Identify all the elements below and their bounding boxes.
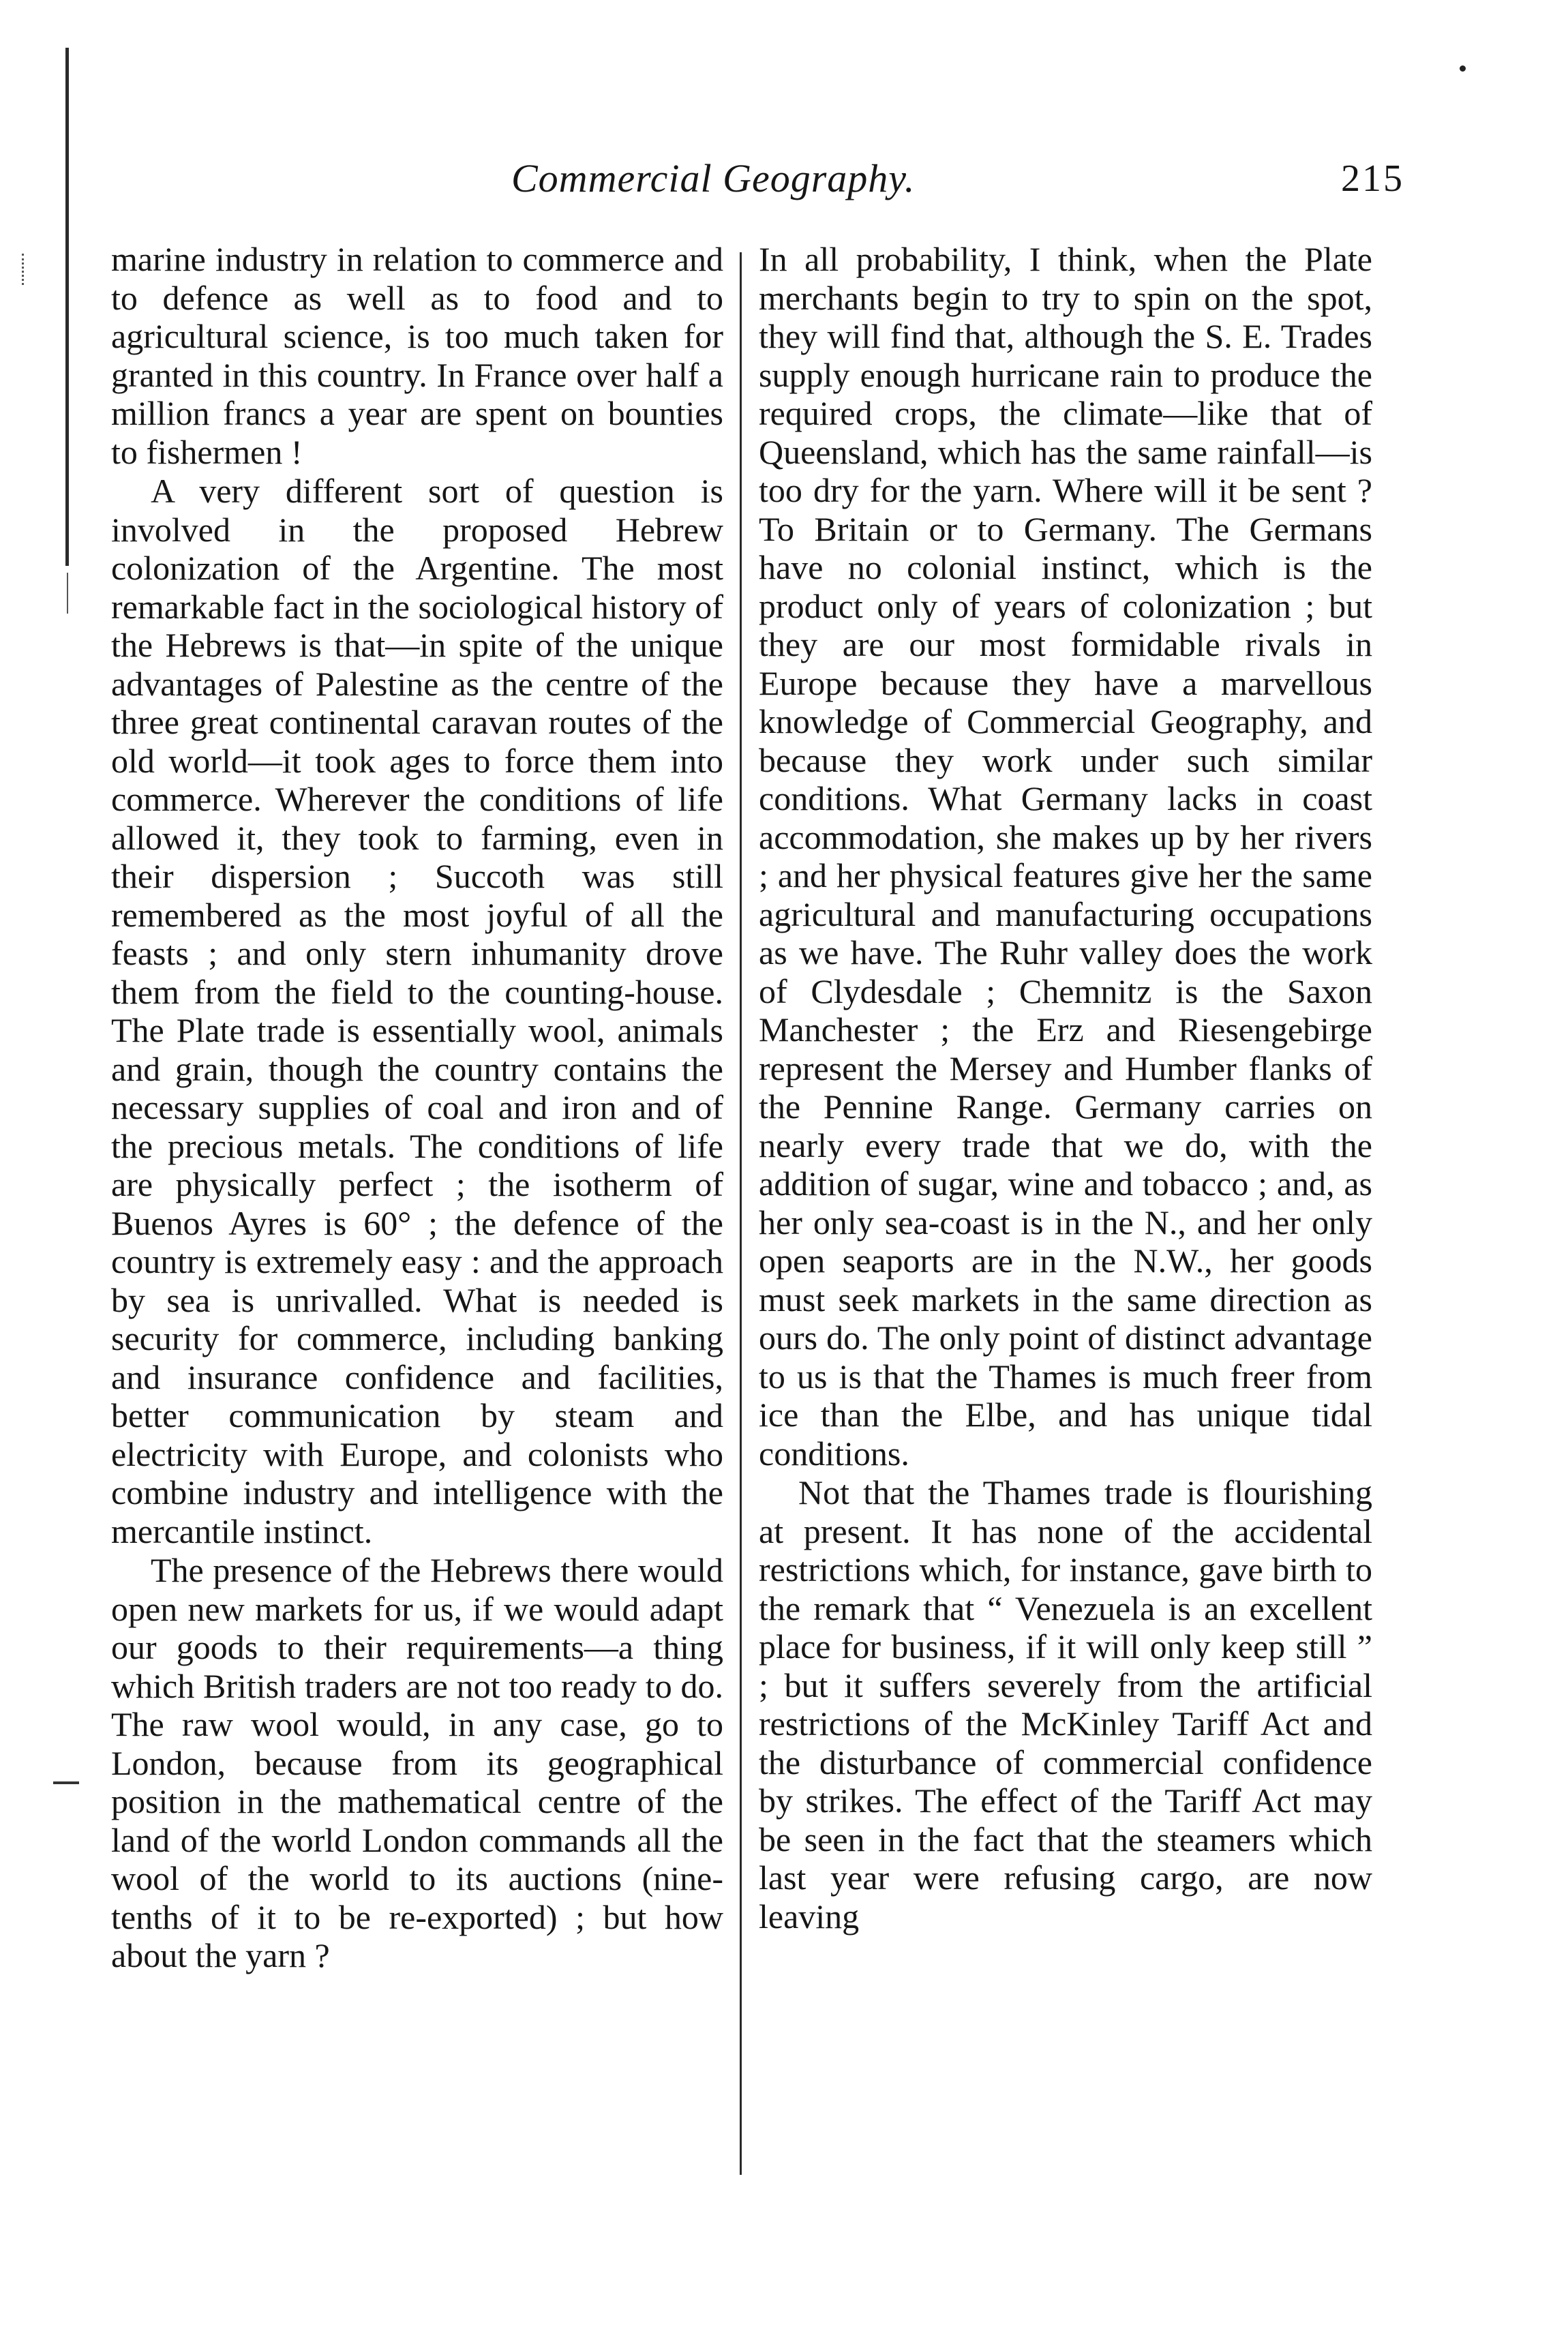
paragraph: A very different sort of question is involved in the proposed Hebrew colonization of the Argentine. The most remarkable fact in the sociological history of the Hebrews is that—in spite of the unique advantages of Palestine as the centre of the three great continental caravan routes of the old world—it took ages to force them into commerce. Wherever the conditions of life allowed it, they took to farming, even in their dispersion ; Succoth was still remembered as the most joyful of all the feasts ; and only stern inhumanity drove them from the field to the counting-house. The Plate trade is essentially wool, animals and grain, though the country contains the necessary supplies of coal and iron and of the precious metals. The conditions of life are physically perfect ; the isotherm of Buenos Ayres is 60° ; the defence of the country is extremely easy : and the approach by sea is unrivalled. What is needed is security for commerce, including banking and insurance confidence and facilities, better communication by steam and electricity with Europe, and colonists who combine industry and intelligence with the mercantile instinct.: [111, 472, 723, 1550]
right-column: [759, 240, 1372, 1936]
margin-dash-mark: [53, 1781, 79, 1784]
print-speck: [1460, 65, 1466, 72]
page-header: [109, 155, 1404, 217]
page-edge-rule-lower: [67, 573, 68, 614]
paragraph: marine industry in relation to commerce and to defence as well as to food and to agricultural science, is too much taken for granted in this country. In France over half a million francs a year are spent on bounties to fishermen !: [111, 240, 723, 471]
running-title: Commercial Geography.: [511, 156, 916, 200]
page-edge-rule: [65, 48, 69, 566]
left-column: [111, 240, 723, 1975]
page-number: 215: [1341, 157, 1404, 200]
paragraph: Not that the Thames trade is flourishing at present. It has none of the accidental restrictions which, for instance, gave birth to the remark that “ Venezuela is an excellent place for business, if it will only keep still ” ; but it suffers severely from the artificial restrictions of the McKinley Tariff Act and the disturbance of commercial confidence by strikes. The effect of the Tariff Act may be seen in the fact that the steamers which last year were refusing cargo, are now leaving: [759, 1473, 1372, 1936]
margin-tick-marks: [22, 254, 27, 285]
paragraph: In all probability, I think, when the Plate merchants begin to try to spin on the spot, they will find that, although the S. E. Trades supply enough hurricane rain to produce the required crops, the climate—like that of Queensland, which has the same rainfall—is too dry for the yarn. Where will it be sent ? To Britain or to Germany. The Germans have no colonial instinct, which is the product only of years of colonization ; but they are our most formidable rivals in Europe because they have a marvellous knowledge of Commercial Geography, and because they work under such similar conditions. What Germany lacks in coast accommodation, she makes up by her rivers ; and her physical features give her the same agricultural and manufacturing occupations as we have. The Ruhr valley does the work of Clydesdale ; Chemnitz is the Saxon Manchester ; the Erz and Riesengebirge represent the Mersey and Humber flanks of the Pennine Range. Germany carries on nearly every trade that we do, with the addition of sugar, wine and tobacco ; and, as her only sea-coast is in the N., and her only open seaports are in the N.W., her goods must seek markets in the same direction as ours do. The only point of distinct advantage to us is that the Thames is much freer from ice than the Elbe, and has unique tidal conditions.: [759, 240, 1372, 1473]
paragraph: The presence of the Hebrews there would open new markets for us, if we would adapt our goods to their requirements—a thing which British traders are not too ready to do. The raw wool would, in any case, go to London, because from its geographical position in the mathematical centre of the land of the world London commands all the wool of the world to its auctions (nine-tenths of it to be re-exported) ; but how about the yarn ?: [111, 1551, 723, 1974]
column-divider: [740, 252, 742, 2175]
